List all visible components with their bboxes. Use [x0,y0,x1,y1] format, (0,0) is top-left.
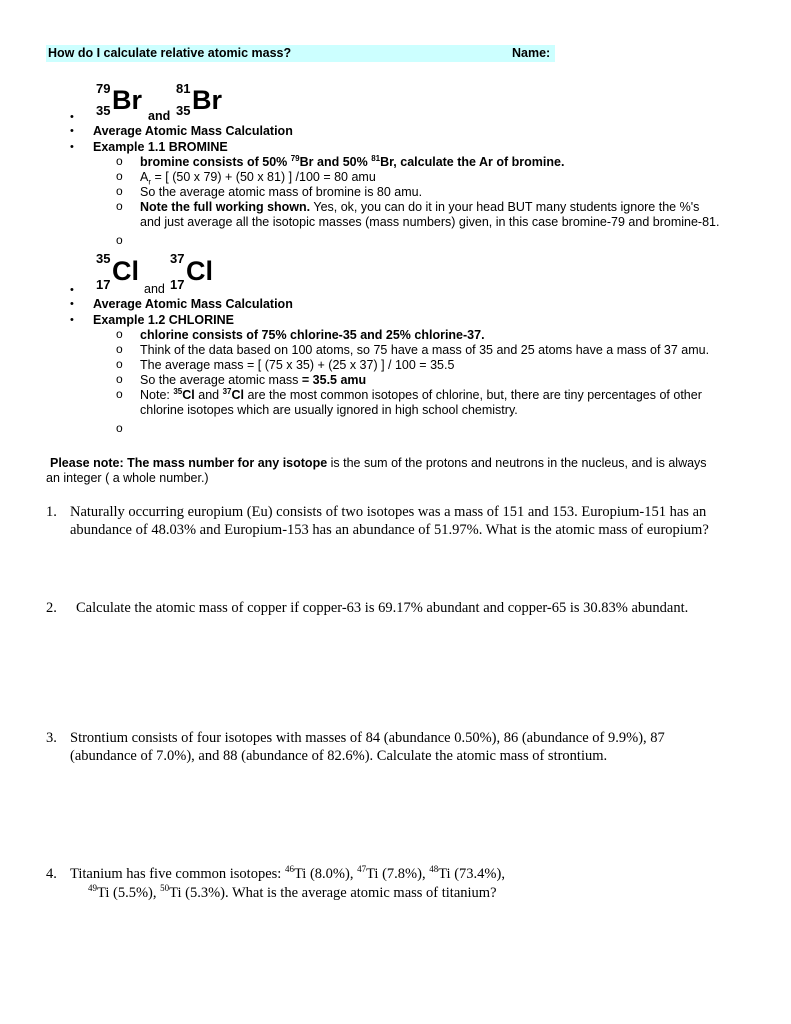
question-1-line-1: Naturally occurring europium (Eu) consists of two isotopes was a mass of 151 and 153. Europium-151 has an [70,504,707,520]
sub-bullet: o [116,233,123,247]
bromine-line-2: $A_r$ = [ (50 x 79) + (50 x 81) ] /100 = 80 amu [140,170,376,187]
bromine-line-3: So the average atomic mass of bromine is 80 amu. [140,185,423,199]
bullet: • [70,141,74,153]
sub-bullet: o [116,372,123,386]
mass-number-note: Please note: The mass number for any isotope is the sum of the protons and neutrons in the nucleus, and is always [50,456,707,470]
chlorine-heading: Average Atomic Mass Calculation [93,297,293,311]
sub-bullet: o [116,387,123,401]
sub-bullet: o [116,357,123,371]
mass-number-note-cont: an integer ( a whole number.) [46,471,209,485]
and-label: and [148,109,171,123]
question-2-number: 2. [46,600,57,616]
header-bar [46,45,555,62]
bromine-heading: Average Atomic Mass Calculation [93,124,293,138]
sub-bullet: o [116,169,123,183]
sub-bullet: o [116,199,123,213]
name-label: Name: [512,46,551,60]
sub-bullet: o [116,421,123,435]
question-4-number: 4. [46,866,57,882]
bullet: • [70,111,74,123]
question-4-line-1: Titanium has five common isotopes: $^{46}$Ti (8.0%), $^{47}$Ti (7.8%), $^{48}$Ti (73.4%), [70,864,505,882]
chlorine-line-5-cont: chlorine isotopes which are usually ignored in high school chemistry. [140,403,518,417]
bromine-line-4: Note the full working shown. Yes, ok, you can do it in your head BUT many students ignore the %'s [140,200,700,214]
bullet: • [70,125,74,137]
and-label: and [144,282,165,296]
chlorine-line-1: chlorine consists of 75% chlorine-35 and 25% chlorine-37. [140,328,485,342]
sub-bullet: o [116,342,123,356]
chlorine-line-2: Think of the data based on 100 atoms, so 75 have a mass of 35 and 25 atoms have a mass of 37 amu. [140,343,710,357]
sub-bullet: o [116,327,123,341]
question-3-line-2: (abundance of 7.0%), and 88 (abundance of 82.6%). Calculate the atomic mass of strontium. [70,748,608,764]
bullet: • [70,284,74,296]
bullet: • [70,298,74,310]
question-1-number: 1. [46,504,57,520]
sub-bullet: o [116,184,123,198]
chlorine-line-5: Note: $^{35}$Cl and $^{37}$Cl are the most common isotopes of chlorine, but, there are tiny percentages of other [140,386,702,402]
bromine-example: Example 1.1 BROMINE [93,140,228,154]
question-3-line-1: Strontium consists of four isotopes with masses of 84 (abundance 0.50%), 86 (abundance of 9.9%), 87 [70,730,665,746]
chlorine-line-4: So the average atomic mass = 35.5 amu [140,373,367,387]
question-4-line-2: $^{49}$Ti (5.5%), $^{50}$Ti (5.3%). What is the average atomic mass of titanium? [88,883,497,901]
bromine-line-1: bromine consists of 50% $^{79}$Br and 50% $^{81}$Br, calculate the Ar of bromine. [140,153,565,169]
question-2-line-1: Calculate the atomic mass of copper if copper-63 is 69.17% abundant and copper-65 is 30.83% abundant. [76,600,689,616]
chlorine-example: Example 1.2 CHLORINE [93,313,235,327]
sub-bullet: o [116,154,123,168]
chlorine-line-3: The average mass = [ (75 x 35) + (25 x 37) ] / 100 = 35.5 [140,358,455,372]
question-3-number: 3. [46,730,57,746]
page-title: How do I calculate relative atomic mass? [48,46,292,60]
bullet: • [70,314,74,326]
question-1-line-2: abundance of 48.03% and Europium-153 has an abundance of 51.97%. What is the atomic mass of europium? [70,522,709,538]
bromine-line-4-cont: and just average all the isotopic masses (mass numbers) given, in this case bromine-79 and bromine-81. [140,215,720,229]
